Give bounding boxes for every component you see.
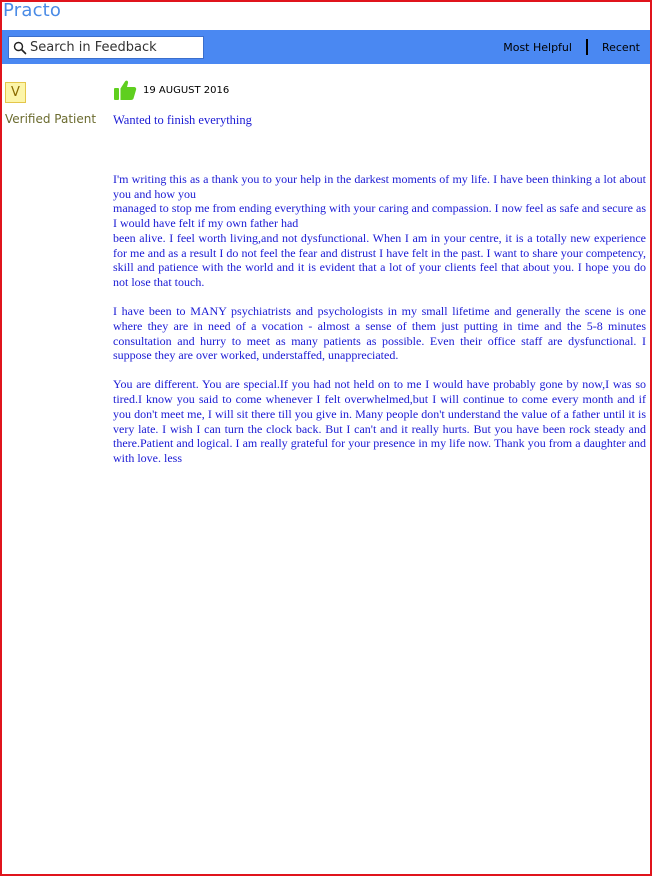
sort-recent-button[interactable]: Recent bbox=[601, 40, 640, 54]
reviewer-label: Verified Patient bbox=[5, 112, 97, 126]
search-box[interactable] bbox=[8, 36, 204, 59]
sort-options bbox=[503, 30, 640, 64]
review-body bbox=[113, 172, 646, 480]
feedback-toolbar bbox=[2, 30, 650, 64]
review-date: 19 AUGUST 2016 bbox=[143, 85, 230, 96]
search-icon bbox=[12, 40, 28, 56]
review-paragraph-1-line-2: managed to stop me from ending everything with your caring and compassion. I now feel as safe and secure as I would have felt if my own father had bbox=[113, 201, 646, 231]
thumbs-up-icon[interactable] bbox=[113, 79, 137, 101]
sort-divider bbox=[586, 39, 588, 55]
practo-logo[interactable]: Practo bbox=[3, 0, 62, 21]
review-title: Wanted to finish everything bbox=[113, 113, 252, 127]
review-paragraph-1-line-1: I'm writing this as a thank you to your help in the darkest moments of my life. I have been thinking a lot about you and how you bbox=[113, 172, 646, 201]
less-link[interactable]: less bbox=[164, 450, 182, 465]
search-input[interactable] bbox=[28, 38, 198, 58]
review-paragraph-3 bbox=[113, 377, 646, 465]
review-paragraph-3-text: You are different. You are special.If you had not held on to me I would have probably gone by now,I was so tired.I know you said to come whenever I felt overwhelmed,but I will continue to come every month and if you don't meet me, I will sit there till you give in. Many people don't understand the value of a father until it is very late. I wish I can turn the clock back. But I can't and it really hurts. But you have been rock steady and there.Patient and logical. I am really grateful for your presence in my life now. Thank you from a daughter and with love. bbox=[113, 377, 646, 465]
review-paragraph-1-line-3: been alive. I feel worth living,and not dysfunctional. When I am in your centre, it is a totally new experience for me and as a result I do not feel the fear and distrust I have felt in the past. I want to share your competency, skill and patience with the world and it is evident that a lot of your clients feel that about you. I hope you do not lose that touch. bbox=[113, 230, 646, 289]
review-paragraph-2: I have been to MANY psychiatrists and psychologists in my small lifetime and generally the scene is one where they are in need of a vocation - almost a sense of them just putting in time and the 5-8 minutes consultation and hurry to meet as many patients as possible. Even their office staff are dysfunctional. I suppose they are over worked, understaffed, unappreciated. bbox=[113, 304, 646, 363]
review-paragraph-1 bbox=[113, 172, 646, 290]
sort-most-helpful-button[interactable]: Most Helpful bbox=[503, 40, 572, 54]
avatar: V bbox=[5, 82, 26, 103]
